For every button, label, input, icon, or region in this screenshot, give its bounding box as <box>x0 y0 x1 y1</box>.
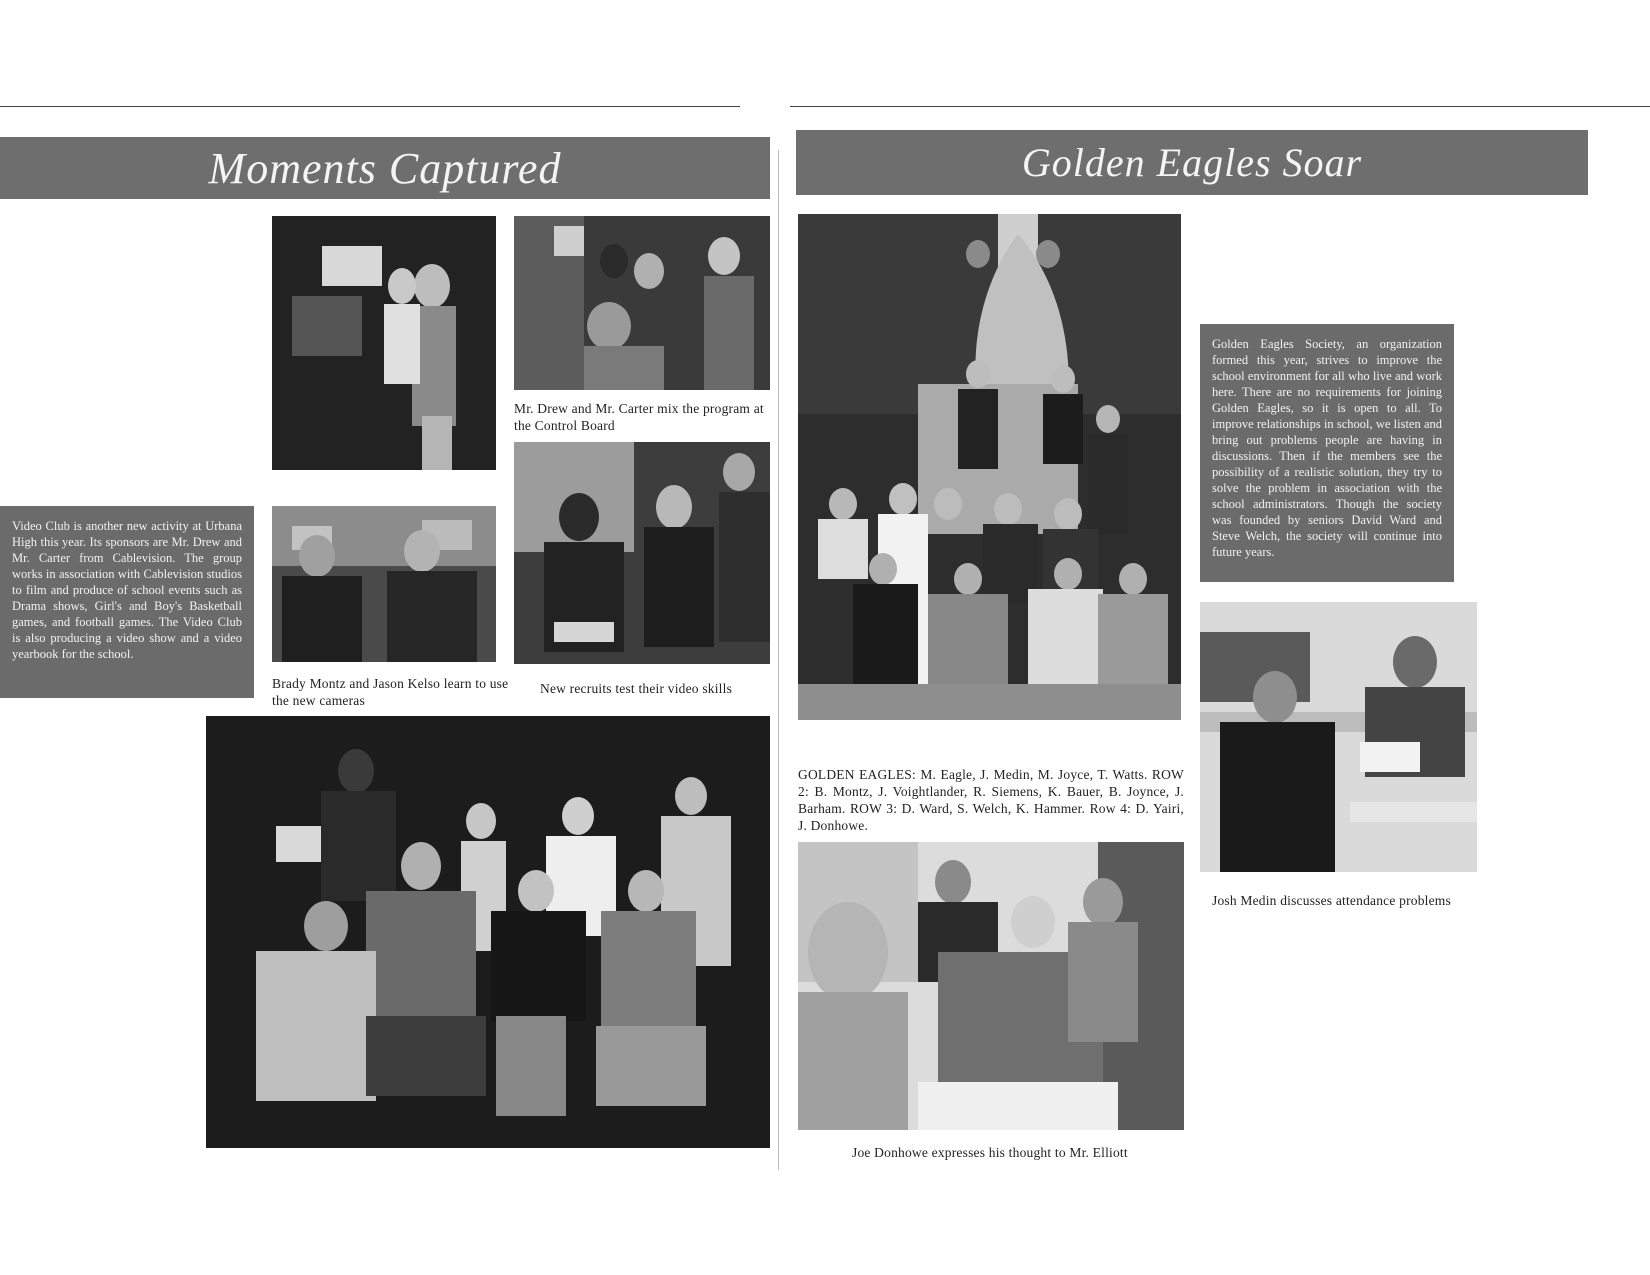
caption-josh-medin: Josh Medin discusses attendance problems <box>1212 893 1451 908</box>
left-page-title: Moments Captured <box>0 137 770 199</box>
top-rule-left <box>0 106 740 107</box>
top-rule-right <box>790 106 1650 107</box>
caption-new-cameras: Brady Montz and Jason Kelso learn to use the new cameras <box>272 676 509 708</box>
caption-control-board: Mr. Drew and Mr. Carter mix the program at the Control Board <box>514 401 764 433</box>
photo-video-crew <box>272 216 496 470</box>
golden-eagles-text-box: Golden Eagles Society, an organization formed this year, strives to improve the school environment for all who live and work here. There are no requirements for joining Golden Eagles, so it is open to all. To improve relationships in school, we listen and bring out problems people are having in discussions. Then if the members see the possibility of a realistic solution, they try to solve the problem in association with the school administrators. Though the society was founded by seniors David Ward and Steve Welch, the society will continue into future years. <box>1200 324 1454 582</box>
photo-new-cameras <box>272 506 496 662</box>
caption-new-recruits: New recruits test their video skills <box>540 681 733 696</box>
caption-joe-donhowe: Joe Donhowe expresses his thought to Mr. Elliott <box>852 1145 1128 1160</box>
photo-josh-medin <box>1200 602 1477 872</box>
page-gutter <box>778 150 779 1170</box>
photo-golden-eagles-group <box>798 214 1181 720</box>
photo-video-club-group <box>206 716 770 1148</box>
photo-new-recruits <box>514 442 770 664</box>
caption-golden-eagles-group: GOLDEN EAGLES: M. Eagle, J. Medin, M. Joyce, T. Watts. ROW 2: B. Montz, J. Voightlander, R. Siemens, K. Bauer, B. Joynce, J. Barham. ROW 3: D. Ward, S. Welch, K. Hammer. Row 4: D. Yairi, J. Donhowe. <box>798 767 1184 833</box>
right-page-title: Golden Eagles Soar <box>796 130 1588 195</box>
photo-joe-donhowe <box>798 842 1184 1130</box>
video-club-text-box: Video Club is another new activity at Urbana High this year. Its sponsors are Mr. Drew and Mr. Carter from Cablevision. The group works in association with Cablevision studios to film and produce of school events such as Drama shows, Girl's and Boy's Basketball games, and football games. The Video Club is also producing a video show and a video yearbook for the school. <box>0 506 254 698</box>
photo-control-board <box>514 216 770 390</box>
